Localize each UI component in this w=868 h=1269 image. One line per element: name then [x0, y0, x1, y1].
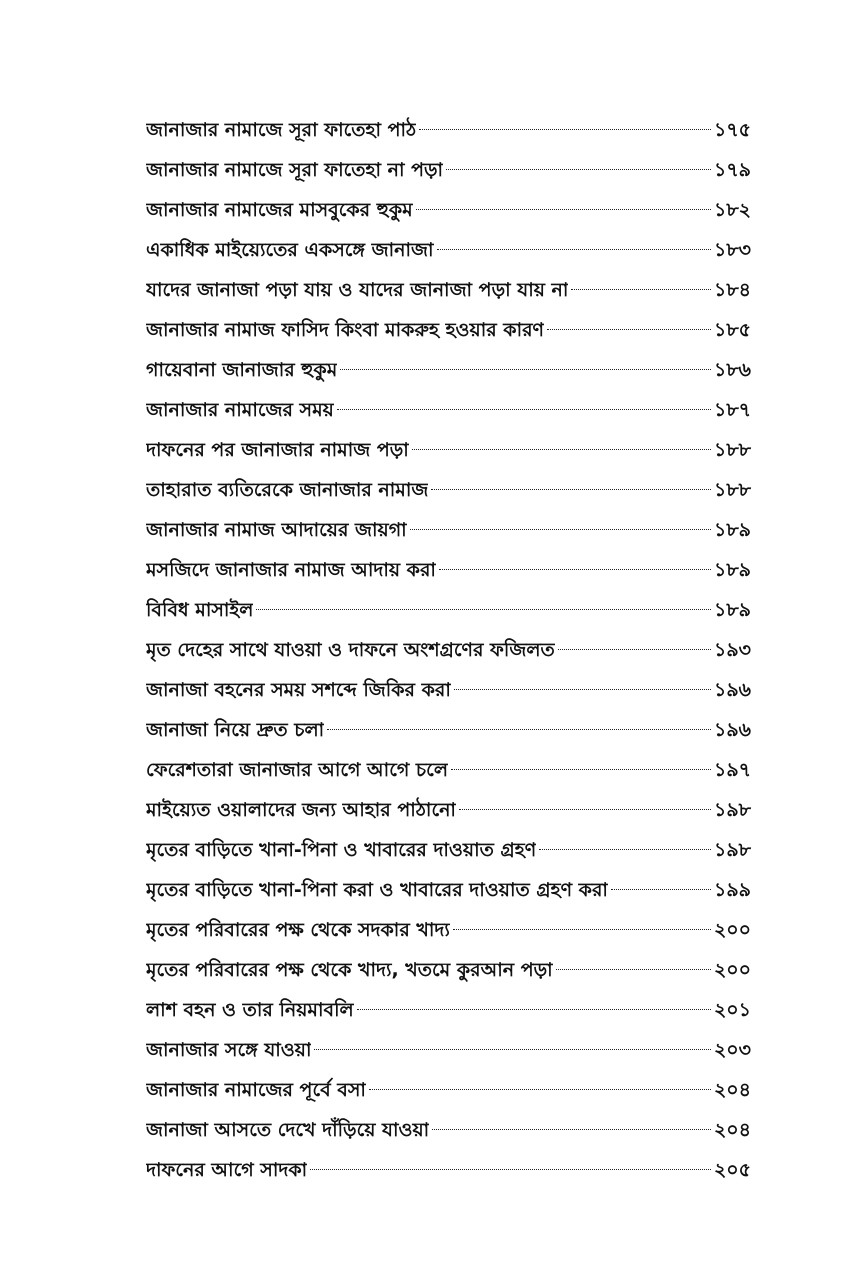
toc-entry-title: মৃতের পরিবারের পক্ষ থেকে সদকার খাদ্য [146, 919, 450, 941]
toc-page-number: ২০৪ [713, 1119, 751, 1141]
toc-page-number: ১৮৯ [714, 559, 751, 581]
toc-entry-title: মৃতের বাড়িতে খানা-পিনা ও খাবারের দাওয়াত গ্রহণ [146, 839, 537, 861]
toc-dot-leader [412, 449, 711, 450]
toc-entry [146, 470, 751, 510]
toc-entry-title: লাশ বহন ও তার নিয়মাবলি [146, 999, 354, 1021]
toc-dot-leader [416, 209, 711, 210]
toc-dot-leader [539, 849, 711, 850]
toc-dot-leader [310, 1169, 711, 1170]
toc-entry [146, 390, 751, 430]
toc-entry-title: বিবিধ মাসাইল [146, 599, 254, 621]
toc-entry-title: মৃতের বাড়িতে খানা-পিনা করা ও খাবারের দাওয়াত গ্রহণ করা [146, 879, 608, 901]
toc-page-number: ১৮৩ [713, 239, 751, 261]
toc-entry [146, 350, 751, 390]
toc-page-number: ২০০ [713, 919, 751, 941]
toc-page-number: ১৮৯ [714, 519, 751, 541]
toc-dot-leader [459, 809, 711, 810]
toc-entry [146, 550, 751, 590]
toc-page-number: ১৯৮ [714, 839, 751, 861]
toc-entry-title: জানাজার সঙ্গে যাওয়া [146, 1039, 312, 1061]
toc-dot-leader [431, 489, 711, 490]
toc-page-number: ১৭৫ [713, 119, 751, 141]
toc-page-number: ২০৪ [713, 1079, 751, 1101]
toc-entry [146, 1030, 751, 1070]
toc-dot-leader [437, 249, 711, 250]
toc-entry-title: জানাজা আসতে দেখে দাঁড়িয়ে যাওয়া [146, 1119, 430, 1141]
toc-page-number: ১৯৬ [713, 719, 751, 741]
toc-dot-leader [256, 609, 711, 610]
toc-entry-title: জানাজার নামাজে সূরা ফাতেহা পাঠ [146, 119, 417, 141]
toc-dot-leader [340, 369, 711, 370]
toc-entry [146, 950, 751, 990]
toc-entry-title: মাইয়্যেত ওয়ালাদের জন্য আহার পাঠানো [146, 799, 456, 821]
toc-entry [146, 710, 751, 750]
toc-entry-title: গায়েবানা জানাজার হুকুম [146, 359, 338, 381]
toc-dot-leader [451, 769, 711, 770]
toc-dot-leader [454, 689, 711, 690]
toc-entry-title: জানাজার নামাজের পূর্বে বসা [146, 1079, 366, 1101]
toc-entry [146, 110, 751, 150]
toc-dot-leader [558, 649, 711, 650]
toc-page-number: ২০৫ [713, 1159, 751, 1181]
toc-entry [146, 270, 751, 310]
toc-dot-leader [453, 929, 711, 930]
toc-entry [146, 790, 751, 830]
toc-entry [146, 590, 751, 630]
toc-page-number: ১৮৪ [714, 279, 751, 301]
toc-page-number: ২০০ [713, 959, 751, 981]
toc-entry-title: মৃতের পরিবারের পক্ষ থেকে খাদ্য, খতমে কুরআন পড়া [146, 959, 553, 981]
toc-entry-title: জানাজার নামাজ ফাসিদ কিংবা মাকরুহ হওয়ার কারণ [146, 319, 545, 341]
toc-dot-leader [327, 729, 711, 730]
toc-dot-leader [410, 529, 711, 530]
toc-entry-title: জানাজার নামাজের সময় [146, 399, 334, 421]
toc-page-number: ১৮৫ [714, 319, 751, 341]
toc-entry-title: জানাজা বহনের সময় সশব্দে জিকির করা [146, 679, 451, 701]
toc-entry-title: একাধিক মাইয়্যেতের একসঙ্গে জানাজা [146, 239, 434, 261]
toc-entry [146, 150, 751, 190]
toc-entry-title: দাফনের আগে সাদকা [146, 1159, 308, 1181]
toc-page-number: ১৯৭ [713, 759, 751, 781]
toc-entry [146, 1110, 751, 1150]
toc-page-number: ১৯৩ [713, 639, 751, 661]
toc-dot-leader [369, 1089, 711, 1090]
toc-entry [146, 190, 751, 230]
toc-entry-title: মৃত দেহের সাথে যাওয়া ও দাফনে অংশগ্রণের ফজিলত [146, 639, 555, 661]
toc-entry [146, 670, 751, 710]
toc-dot-leader [547, 329, 711, 330]
toc-entry [146, 910, 751, 950]
toc-entry-title: মসজিদে জানাজার নামাজ আদায় করা [146, 559, 436, 581]
toc-page-number: ২০৩ [713, 1039, 751, 1061]
toc-entry-title: জানাজার নামাজ আদায়ের জায়গা [146, 519, 407, 541]
toc-entry [146, 310, 751, 350]
toc-entry [146, 1150, 751, 1190]
toc-page-number: ১৯৬ [713, 679, 751, 701]
toc-entry-title: তাহারাত ব্যতিরেকে জানাজার নামাজ [146, 479, 429, 501]
toc-page-number: ১৮৮ [714, 439, 751, 461]
toc-entry-title: জানাজার নামাজে সূরা ফাতেহা না পড়া [146, 159, 444, 181]
toc-entry [146, 430, 751, 470]
toc-page-number: ১৭৯ [713, 159, 751, 181]
toc-dot-leader [357, 1009, 711, 1010]
toc-entry-title: জানাজার নামাজের মাসবুকের হুকুম [146, 199, 413, 221]
toc-page-number: ১৮৬ [713, 359, 751, 381]
toc-entry [146, 1070, 751, 1110]
toc-entry [146, 630, 751, 670]
toc-page-number: ১৯৮ [714, 799, 751, 821]
toc-entry [146, 510, 751, 550]
toc-entry [146, 750, 751, 790]
toc-dot-leader [439, 569, 711, 570]
toc-page-number: ১৮৮ [714, 479, 751, 501]
toc-entry-title: জানাজা নিয়ে দ্রুত চলা [146, 719, 325, 741]
toc-dot-leader [419, 129, 711, 130]
toc-page-number: ১৮২ [713, 199, 751, 221]
toc-entry-title: দাফনের পর জানাজার নামাজ পড়া [146, 439, 409, 461]
toc-entry [146, 990, 751, 1030]
toc-dot-leader [446, 169, 711, 170]
toc-page-number: ১৮৭ [713, 399, 751, 421]
toc-dot-leader [337, 409, 711, 410]
toc-dot-leader [556, 969, 711, 970]
toc-entry [146, 830, 751, 870]
toc-dot-leader [432, 1129, 711, 1130]
toc-entry-title: ফেরেশতারা জানাজার আগে আগে চলে [146, 759, 448, 781]
table-of-contents [146, 110, 751, 1190]
toc-page-number: ২০১ [713, 999, 751, 1021]
toc-entry-title: যাদের জানাজা পড়া যায় ও যাদের জানাজা পড়া যায় না [146, 279, 569, 301]
toc-entry [146, 870, 751, 910]
toc-dot-leader [571, 289, 711, 290]
toc-dot-leader [314, 1049, 710, 1050]
toc-entry [146, 230, 751, 270]
toc-page-number: ১৮৯ [714, 599, 751, 621]
toc-dot-leader [611, 889, 711, 890]
toc-page-number: ১৯৯ [714, 879, 751, 901]
